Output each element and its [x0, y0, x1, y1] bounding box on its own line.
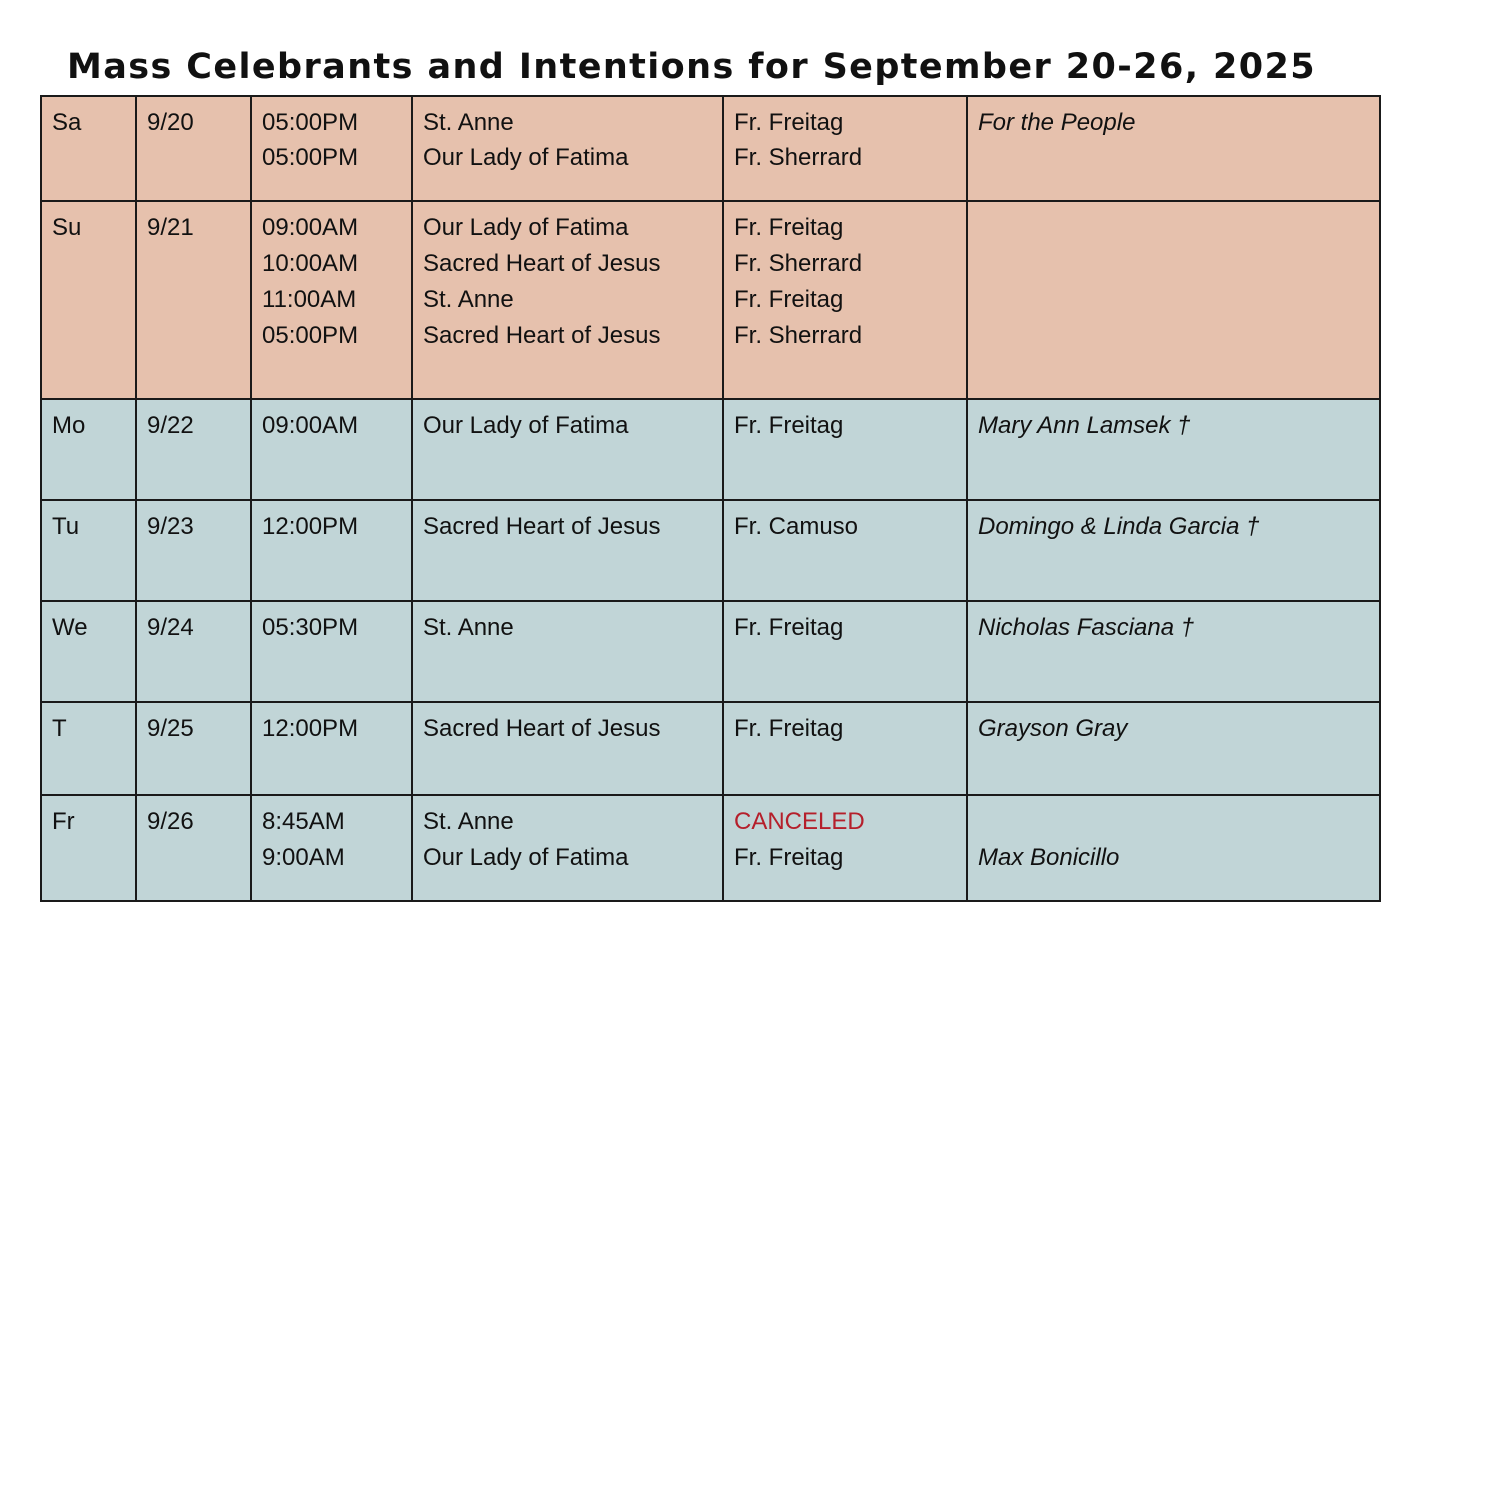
celebrant-name: Fr. Freitag: [734, 109, 844, 136]
mass-time: 12:00PM: [262, 715, 359, 742]
day-cell: Tu: [41, 500, 136, 601]
mass-time: 05:00PM: [262, 144, 359, 171]
day-cell: Mo: [41, 399, 136, 500]
time-cell: [251, 500, 412, 601]
table-row-saturday: [41, 96, 1380, 201]
mass-time: 05:00PM: [262, 322, 359, 349]
church-cell: [412, 500, 723, 601]
church-cell: [412, 795, 723, 901]
celebrant-name: Fr. Camuso: [734, 513, 859, 540]
mass-time: 10:00AM: [262, 250, 359, 277]
church-name: Our Lady of Fatima: [423, 412, 629, 439]
celebrant-cell: [723, 399, 967, 500]
day-cell: Fr: [41, 795, 136, 901]
mass-time: 05:30PM: [262, 614, 359, 641]
celebrant-name: Fr. Freitag: [734, 286, 844, 313]
table-row-sunday: [41, 201, 1380, 399]
date-cell: 9/25: [136, 702, 251, 795]
day-cell: T: [41, 702, 136, 795]
intention-text: Domingo & Linda Garcia †: [978, 513, 1260, 540]
celebrant-name: Fr. Sherrard: [734, 322, 863, 349]
church-cell: [412, 96, 723, 201]
time-cell: [251, 399, 412, 500]
celebrant-name: Fr. Freitag: [734, 715, 844, 742]
celebrant-name: Fr. Freitag: [734, 214, 844, 241]
intention-cell: [967, 601, 1380, 702]
mass-schedule-table: [40, 95, 1381, 902]
intention-cell: [967, 96, 1380, 201]
celebrant-cell: [723, 96, 967, 201]
intention-text: Nicholas Fasciana †: [978, 614, 1195, 641]
intention-text: [978, 804, 1369, 840]
intention-cell: [967, 201, 1380, 399]
mass-time: 05:00PM: [262, 109, 359, 136]
church-cell: [412, 702, 723, 795]
intention-text: Mary Ann Lamsek †: [978, 412, 1191, 439]
church-name: St. Anne: [423, 614, 514, 641]
intention-cell: [967, 795, 1380, 901]
church-name: Sacred Heart of Jesus: [423, 715, 661, 742]
mass-time: 11:00AM: [262, 286, 357, 313]
church-name: Sacred Heart of Jesus: [423, 250, 661, 277]
celebrant-cell: [723, 201, 967, 399]
mass-time: 09:00AM: [262, 214, 359, 241]
church-cell: [412, 601, 723, 702]
celebrant-cell: [723, 702, 967, 795]
intention-cell: [967, 500, 1380, 601]
church-name: Sacred Heart of Jesus: [423, 513, 661, 540]
celebrant-cell: [723, 795, 967, 901]
time-cell: [251, 96, 412, 201]
date-cell: 9/21: [136, 201, 251, 399]
celebrant-cell: [723, 500, 967, 601]
mass-time: 09:00AM: [262, 412, 359, 439]
table-row-tuesday: [41, 500, 1380, 601]
church-name: Our Lady of Fatima: [423, 214, 629, 241]
intention-text: Max Bonicillo: [978, 844, 1120, 871]
church-name: St. Anne: [423, 808, 514, 835]
date-cell: 9/22: [136, 399, 251, 500]
celebrant-name: Fr. Sherrard: [734, 144, 863, 171]
intention-text: Grayson Gray: [978, 715, 1128, 742]
table-row-friday: [41, 795, 1380, 901]
church-cell: [412, 399, 723, 500]
celebrant-cell: [723, 601, 967, 702]
canceled-status: CANCELED: [734, 808, 865, 835]
page-title: Mass Celebrants and Intentions for September 20-26, 2025: [67, 47, 1316, 87]
church-name: St. Anne: [423, 286, 514, 313]
church-name: St. Anne: [423, 109, 514, 136]
table-row-thursday: [41, 702, 1380, 795]
table-row-monday: [41, 399, 1380, 500]
date-cell: 9/23: [136, 500, 251, 601]
date-cell: 9/24: [136, 601, 251, 702]
time-cell: [251, 702, 412, 795]
intention-cell: [967, 399, 1380, 500]
mass-time: 8:45AM: [262, 808, 345, 835]
celebrant-name: Fr. Freitag: [734, 844, 844, 871]
time-cell: [251, 601, 412, 702]
date-cell: 9/26: [136, 795, 251, 901]
celebrant-name: Fr. Freitag: [734, 614, 844, 641]
church-name: Our Lady of Fatima: [423, 844, 629, 871]
date-cell: 9/20: [136, 96, 251, 201]
church-name: Sacred Heart of Jesus: [423, 322, 661, 349]
intention-cell: [967, 702, 1380, 795]
table-row-wednesday: [41, 601, 1380, 702]
celebrant-name: Fr. Sherrard: [734, 250, 863, 277]
time-cell: [251, 795, 412, 901]
celebrant-name: Fr. Freitag: [734, 412, 844, 439]
day-cell: Sa: [41, 96, 136, 201]
church-cell: [412, 201, 723, 399]
intention-text: For the People: [978, 109, 1136, 136]
day-cell: We: [41, 601, 136, 702]
day-cell: Su: [41, 201, 136, 399]
time-cell: [251, 201, 412, 399]
church-name: Our Lady of Fatima: [423, 144, 629, 171]
mass-time: 9:00AM: [262, 844, 345, 871]
mass-time: 12:00PM: [262, 513, 359, 540]
